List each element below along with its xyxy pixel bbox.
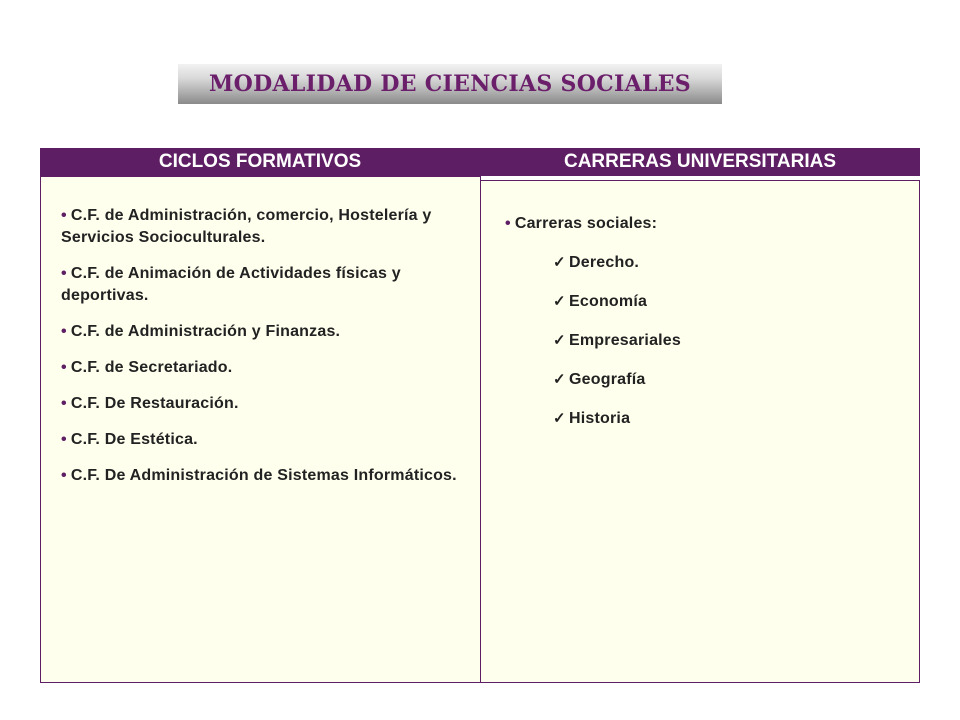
carreras-universitarias-panel [480, 180, 920, 683]
bullet-icon: • [505, 215, 511, 232]
carreras-sociales-heading: • Carreras sociales: [505, 215, 658, 232]
list-item: ✓ Geografía [553, 369, 905, 391]
list-item: • C.F. De Restauración. [61, 395, 239, 412]
check-icon: ✓ [553, 254, 566, 271]
bullet-icon: • [61, 395, 67, 412]
check-icon: ✓ [553, 293, 566, 310]
list-item: • C.F. De Estética. [61, 431, 198, 448]
list-item: ✓ Economía [553, 291, 905, 313]
page-title: MODALIDAD DE CIENCIAS SOCIALES [209, 71, 691, 97]
bullet-icon: • [61, 323, 67, 340]
bullet-icon: • [61, 359, 67, 376]
list-item: • C.F. de Administración y Finanzas. [61, 323, 341, 340]
ciclos-list [61, 205, 461, 501]
list-item: • C.F. de Animación de Actividades físicas y deportivas. [61, 265, 401, 304]
carreras-content [505, 213, 905, 447]
bullet-icon: • [61, 431, 67, 448]
list-item: • C.F. De Administración de Sistemas Informáticos. [61, 467, 457, 484]
carreras-universitarias-header: CARRERAS UNIVERSITARIAS [480, 148, 920, 176]
list-item: • C.F. de Administración, comercio, Hostelería y Servicios Socioculturales. [61, 207, 432, 246]
bullet-icon: • [61, 467, 67, 484]
check-icon: ✓ [553, 332, 566, 349]
bullet-icon: • [61, 265, 67, 282]
check-icon: ✓ [553, 371, 566, 388]
list-item: ✓ Derecho. [553, 252, 905, 274]
list-item: ✓ Empresariales [553, 330, 905, 352]
ciclos-formativos-header: CICLOS FORMATIVOS [40, 148, 480, 176]
title-banner [178, 64, 722, 104]
check-icon: ✓ [553, 410, 566, 427]
list-item: ✓ Historia [553, 408, 905, 430]
carreras-list [505, 252, 905, 430]
ciclos-formativos-panel [40, 176, 481, 683]
list-item: • C.F. de Secretariado. [61, 359, 233, 376]
bullet-icon: • [61, 207, 67, 224]
